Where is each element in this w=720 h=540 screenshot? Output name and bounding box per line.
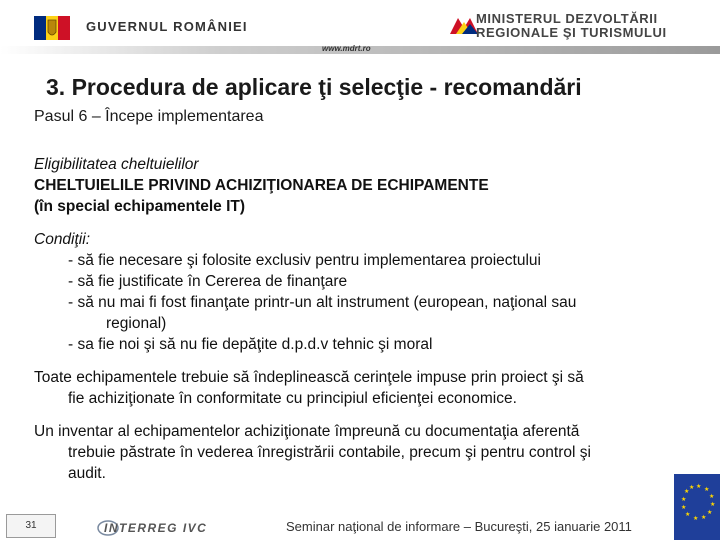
conditions-label: Condiţii: [34,231,90,248]
slide-title: 3. Procedura de aplicare ţi selecţie - recomandări [46,74,582,100]
slide-number: 31 [6,514,56,538]
romanian-coat-of-arms-icon [34,12,78,44]
slide-subtitle: Pasul 6 – Începe implementarea [34,108,264,125]
spacer [34,217,694,229]
svg-text:★: ★ [709,493,715,500]
condition-item: - să fie justificate în Cererea de finanţare [68,273,348,290]
paragraph-inventory-line1: Un inventar al echipamentelor achiziţionate împreună cu documentaţia aferentă [34,423,580,440]
condition-item: - să nu mai fi fost finanţate printr-un alt instrument (european, naţional sau [68,294,577,311]
paragraph-inventory-line2: trebuie păstrate în vederea înregistrării contabile, precum şi pentru control şi [68,444,591,461]
eu-flag-icon [674,474,720,540]
government-name: GUVERNUL ROMÂNIEI [86,19,248,34]
spacer [34,355,694,367]
paragraph-equipment-line2: fie achiziţionate în conformitate cu principiul eficienţei economice. [68,390,517,407]
paragraph-equipment-line1: Toate echipamentele trebuie să îndeplinească cerinţele impuse prin proiect şi să [34,369,584,386]
svg-text:★: ★ [696,483,702,490]
condition-item-continuation: regional) [106,315,167,332]
ministry-name [476,12,667,40]
svg-text:★: ★ [681,504,687,511]
svg-text:★: ★ [689,484,695,491]
event-footer-text: Seminar naţional de informare – Bucureşti, 25 ianuarie 2011 [286,519,632,534]
ministry-name-line1: MINISTERUL DEZVOLTĂRII [476,11,658,26]
condition-item: - să fie necesare şi folosite exclusiv pentru implementarea proiectului [68,252,541,269]
svg-text:★: ★ [710,501,716,508]
svg-text:★: ★ [681,496,687,503]
paragraph-inventory-line3: audit. [68,465,106,482]
svg-text:★: ★ [704,486,710,493]
header-banner [0,0,720,52]
svg-text:★: ★ [707,509,713,516]
svg-text:★: ★ [684,488,690,495]
spacer [34,409,694,421]
condition-item: - sa fie noi şi să nu fie depăţite d.p.d.v tehnic şi moral [68,336,433,353]
ministry-name-line2: REGIONALE ŞI TURISMULUI [476,25,667,40]
svg-text:★: ★ [701,514,707,521]
svg-text:★: ★ [685,511,691,518]
program-logo-text: INTERREG IVC [104,521,208,535]
ministry-url: www.mdrt.ro [322,44,371,53]
caps-heading-line2: (în special echipamentele IT) [34,198,246,215]
slide-body [34,154,694,484]
section-heading: Eligibilitatea cheltuielilor [34,156,199,173]
caps-heading-line1: CHELTUIELILE PRIVIND ACHIZIŢIONAREA DE ECHIPAMENTE [34,177,489,194]
svg-text:★: ★ [693,515,699,522]
